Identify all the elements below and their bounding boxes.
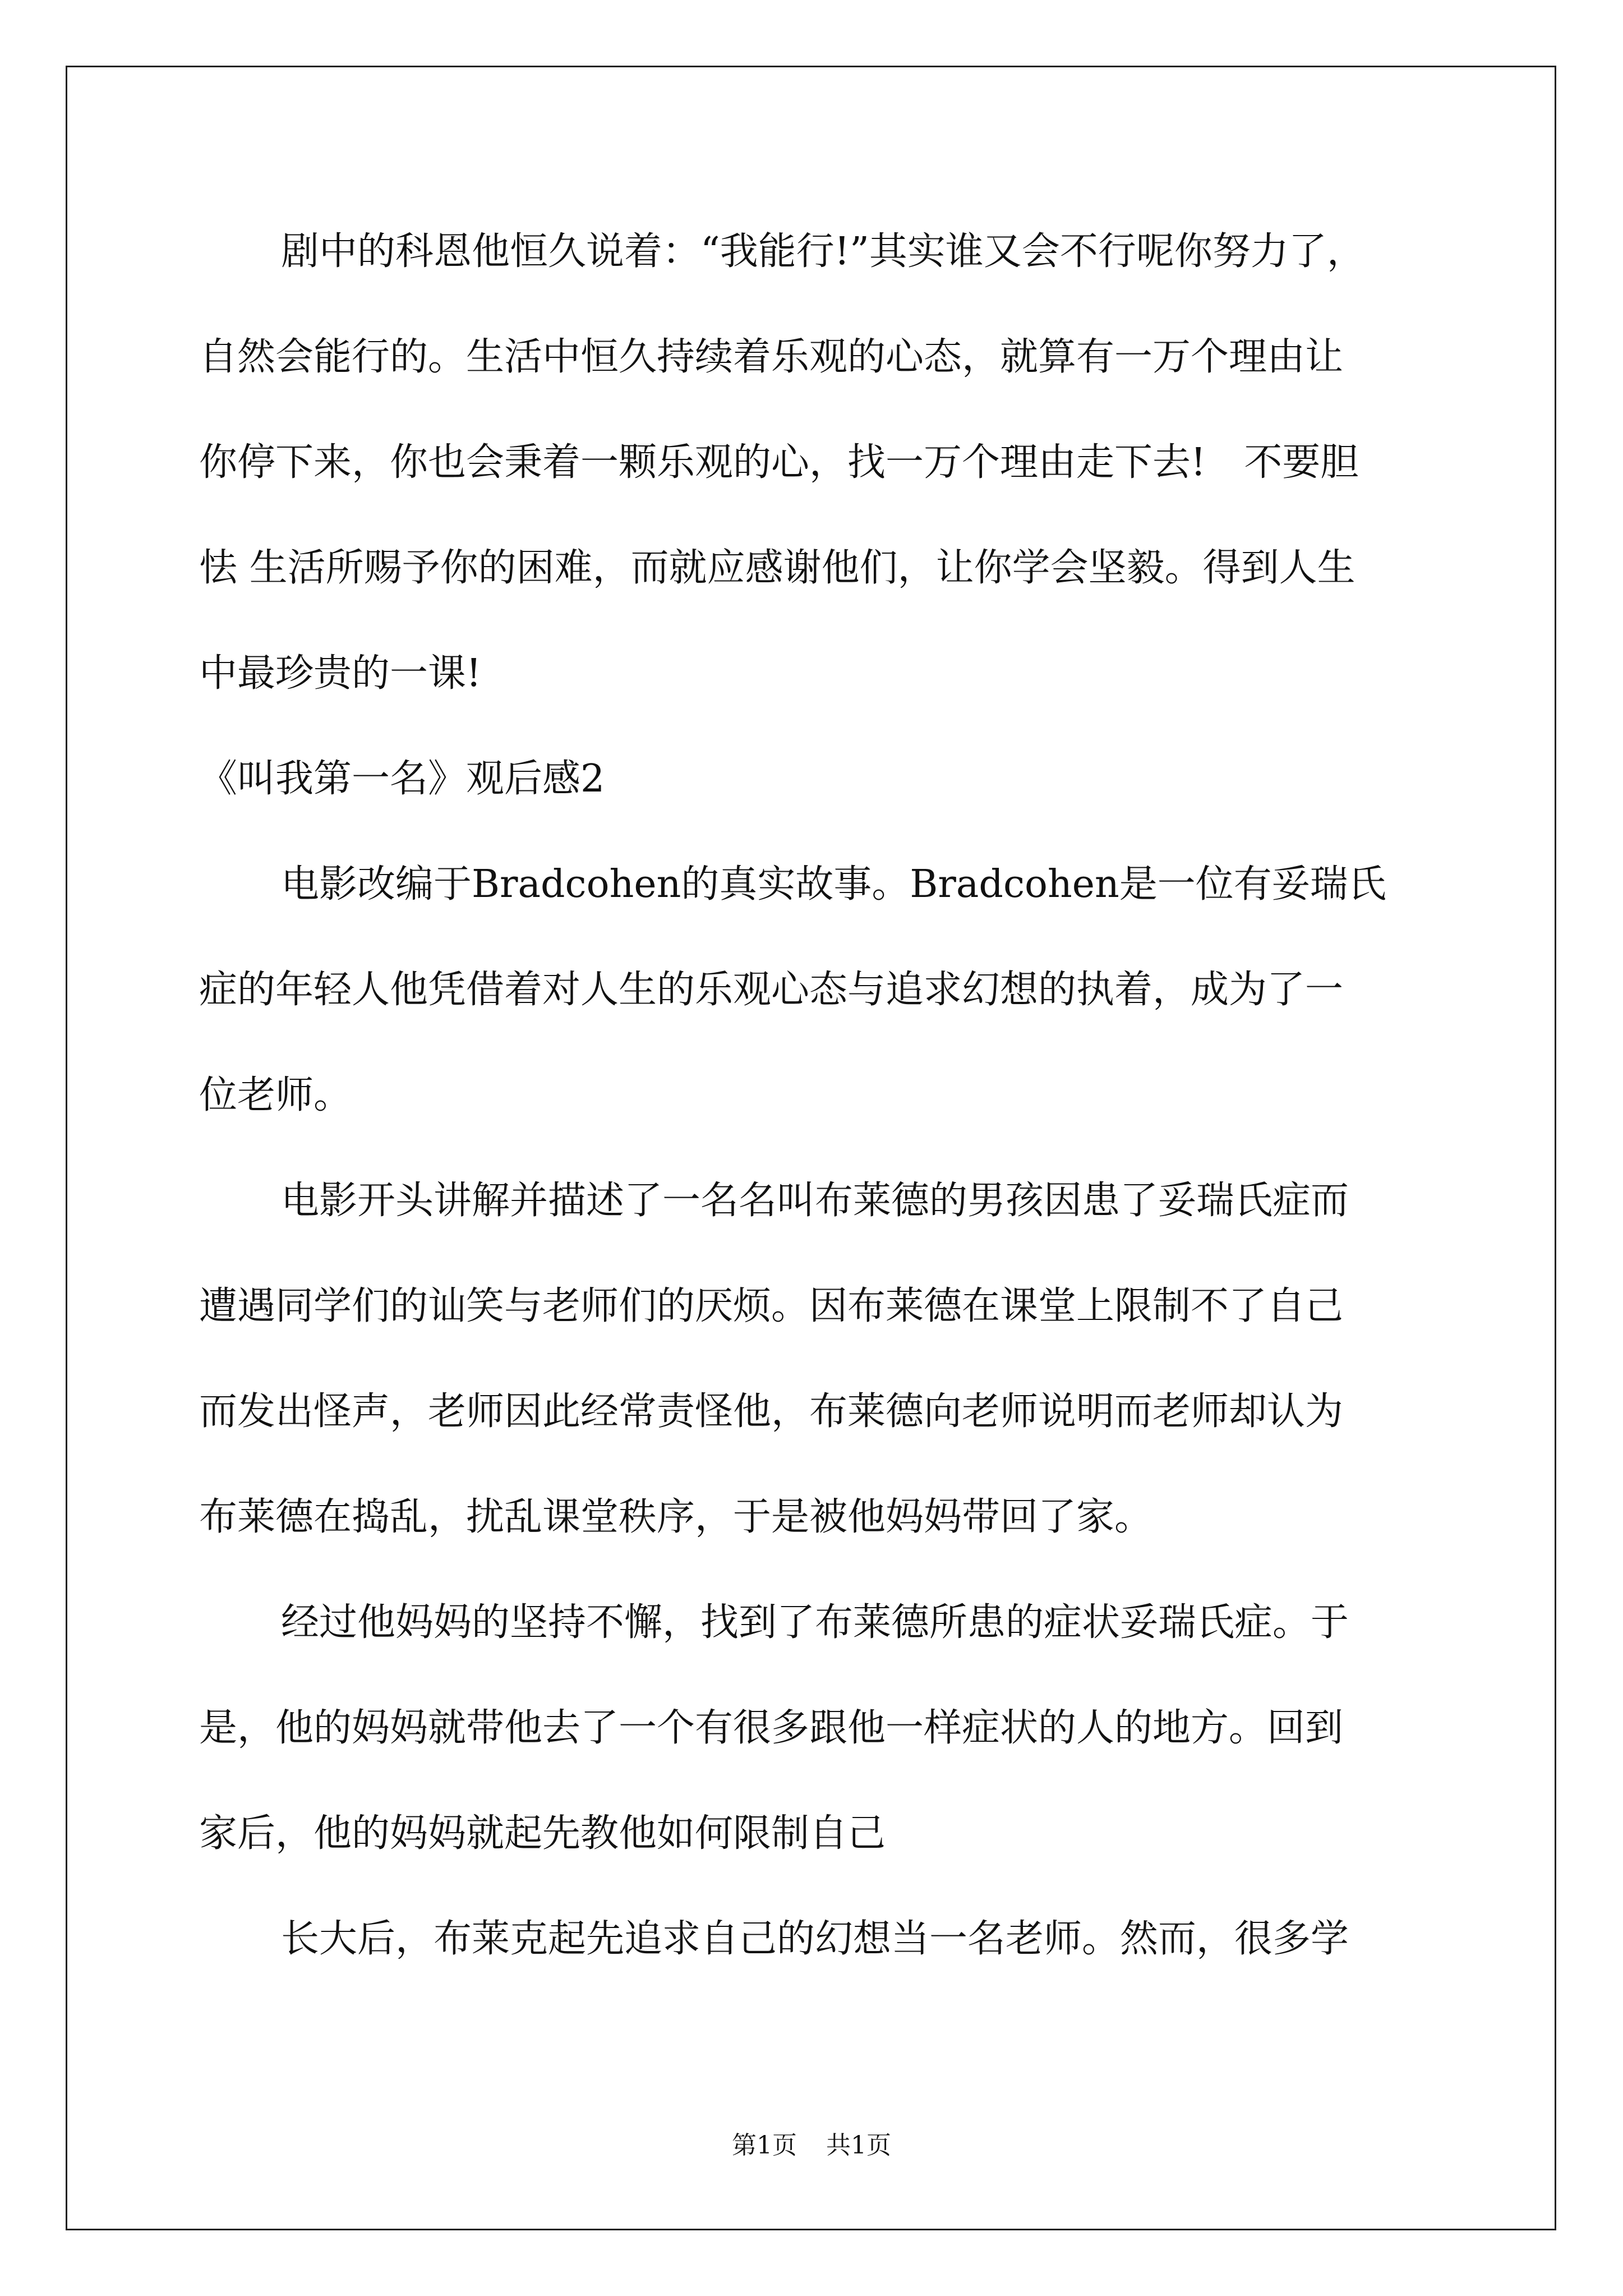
text-line: 你停下来，你也会秉着一颗乐观的心，找一万个理由走下去! 不要胆 bbox=[199, 440, 1359, 485]
text-line: 家后，他的妈妈就起先教他如何限制自己 bbox=[199, 1811, 886, 1856]
text-line: 布莱德在捣乱，扰乱课堂秩序，于是被他妈妈带回了家。 bbox=[199, 1495, 1153, 1539]
text-line: 而发出怪声，老师因此经常责怪他，布莱德向老师说明而老师却认为 bbox=[199, 1389, 1344, 1434]
text-line: 剧中的科恩他恒久说着：“我能行!”其实谁又会不行呢你努力了， bbox=[281, 229, 1365, 274]
paragraph-3 bbox=[199, 1148, 1422, 1570]
section-heading bbox=[199, 726, 1422, 832]
text-line: 自然会能行的。生活中恒久持续着乐观的心态，就算有一万个理由让 bbox=[199, 335, 1344, 379]
paragraph-2 bbox=[199, 832, 1422, 1148]
text-line: 遭遇同学们的讪笑与老师们的厌烦。因布莱德在课堂上限制不了自己 bbox=[199, 1284, 1344, 1328]
text-line: 长大后，布莱克起先追求自己的幻想当一名老师。然而，很多学 bbox=[281, 1917, 1349, 1961]
text-line: 电影开头讲解并描述了一名名叫布莱德的男孩因患了妥瑞氏症而 bbox=[281, 1179, 1349, 1223]
document-body bbox=[199, 199, 1422, 1992]
text-line: 位老师。 bbox=[199, 1073, 352, 1117]
text-line: 电影改编于Bradcohen的真实故事。Bradcohen是一位有妥瑞氏 bbox=[281, 862, 1386, 907]
page-footer bbox=[0, 2129, 1623, 2162]
page-number-current: 第1页 bbox=[732, 2131, 797, 2160]
paragraph-5 bbox=[199, 1887, 1422, 1992]
text-line: 是，他的妈妈就带他去了一个有很多跟他一样症状的人的地方。回到 bbox=[199, 1706, 1344, 1750]
paragraph-1 bbox=[199, 199, 1422, 726]
text-line: 中最珍贵的一课! bbox=[199, 651, 482, 696]
text-line: 怯 生活所赐予你的困难，而就应感谢他们，让你学会坚毅。得到人生 bbox=[199, 546, 1355, 590]
text-line: 症的年轻人他凭借着对人生的乐观心态与追求幻想的执着，成为了一 bbox=[199, 968, 1344, 1012]
text-line: 经过他妈妈的坚持不懈，找到了布莱德所患的症状妥瑞氏症。于 bbox=[281, 1600, 1349, 1645]
heading-text: 《叫我第一名》观后感2 bbox=[199, 757, 605, 801]
paragraph-4 bbox=[199, 1570, 1422, 1887]
page-number-total: 共1页 bbox=[826, 2131, 891, 2160]
